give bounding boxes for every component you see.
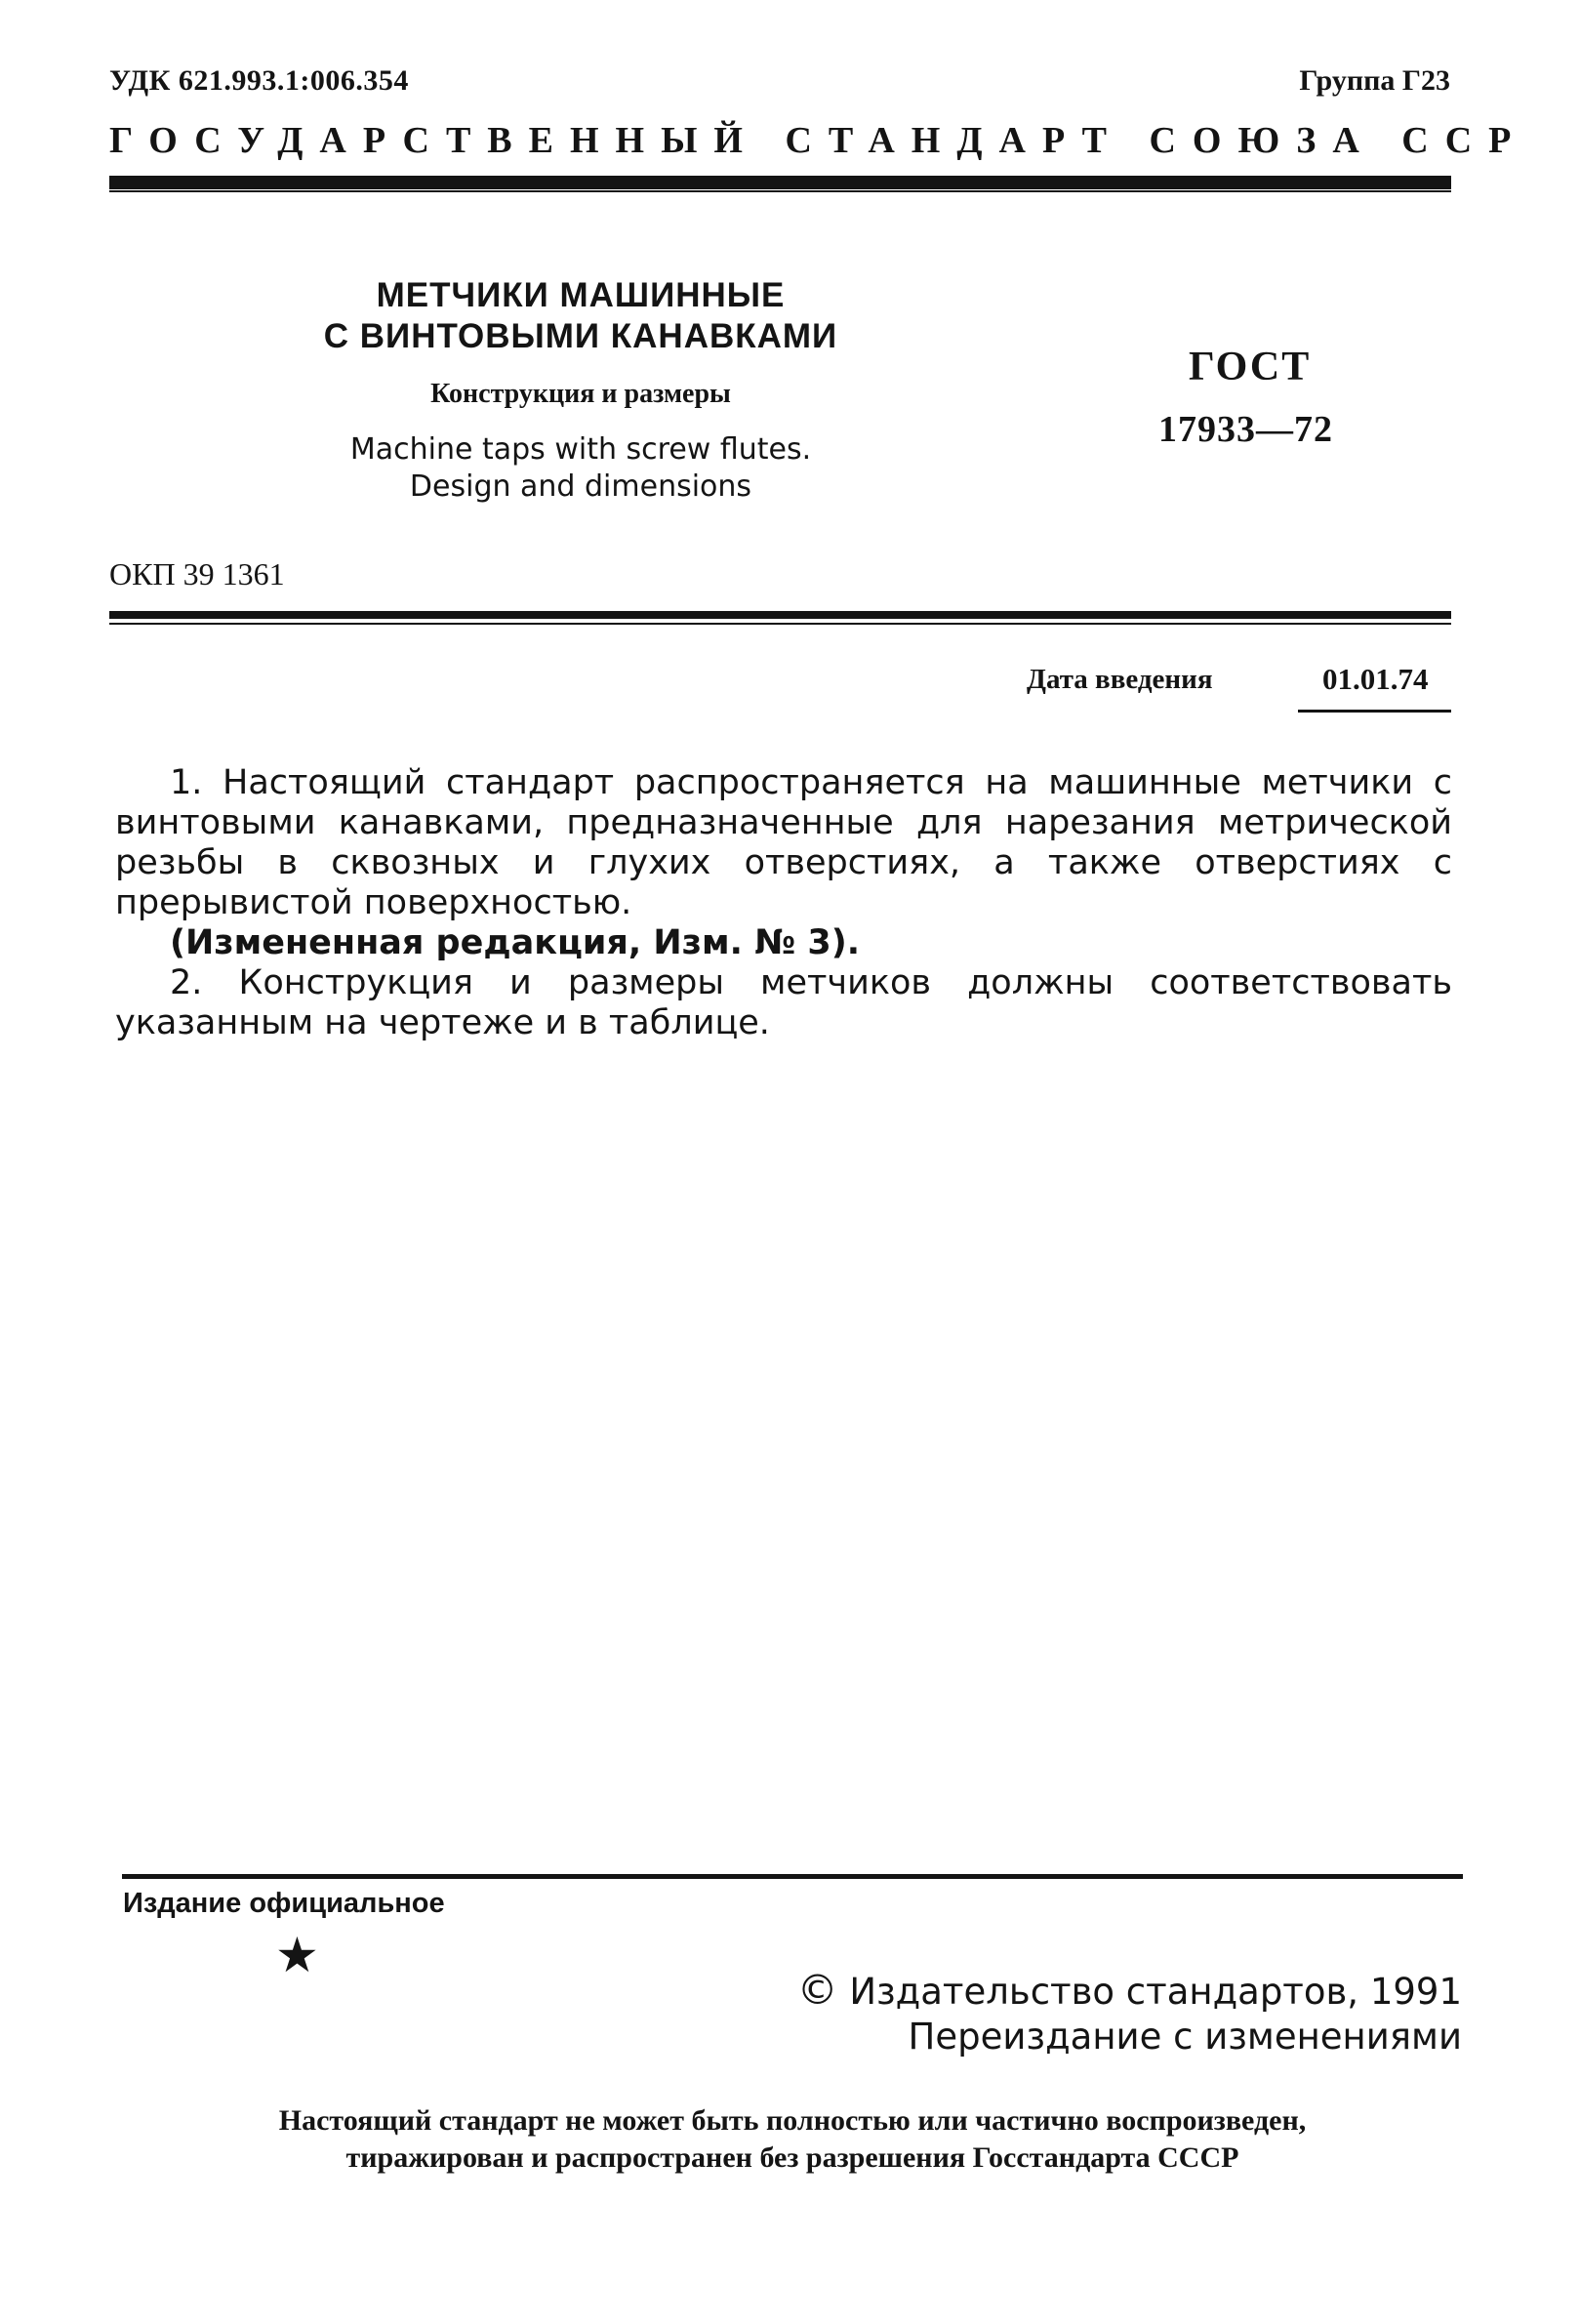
- okp-code: ОКП 39 1361: [109, 556, 285, 591]
- title-line-1: МЕТЧИКИ МАШИННЫЕ: [376, 276, 786, 314]
- official-edition-label: Издание официальное: [123, 1888, 445, 1919]
- english-title-line-2: Design and dimensions: [409, 469, 752, 504]
- title-block: [283, 275, 878, 506]
- amendment-note: (Измененная редакция, Изм. № 3).: [170, 923, 861, 962]
- reissue-text: Переиздание с изменениями: [908, 2016, 1462, 2058]
- udk-code: УДК 621.993.1:006.354: [109, 64, 409, 97]
- copyright-block: [797, 1968, 1462, 2059]
- subtitle: Конструкция и размеры: [430, 379, 731, 409]
- introduction-date-label: Дата введения: [1027, 664, 1213, 695]
- notice-line-1: Настоящий стандарт не может быть полностью или частично воспроизведен,: [278, 2104, 1307, 2137]
- footer-rule: [122, 1874, 1463, 1879]
- paragraph-2: 2. Конструкция и размеры метчиков должны соответствовать указанным на чертеже и в таблице.: [115, 963, 1452, 1042]
- english-title-line-1: Machine taps with screw flutes.: [349, 432, 812, 467]
- header-rule: [109, 176, 1451, 189]
- english-title: [283, 431, 878, 506]
- reproduction-notice: [122, 2102, 1463, 2177]
- state-standard-heading: ГОСУДАРСТВЕННЫЙ СТАНДАРТ СОЮЗА ССР: [109, 120, 1528, 161]
- date-underline: [1298, 710, 1451, 713]
- paragraph-1: 1. Настоящий стандарт распространяется на машинные метчики с винтовыми канавками, предназначенные для нарезания метрической резьбы в сквозных и глухих отверстиях, а также отверстиях с прерывистой поверхностью.: [115, 763, 1452, 922]
- star-icon: ★: [275, 1927, 319, 1983]
- publisher-text: Издательство стандартов, 1991: [849, 1971, 1462, 2013]
- section-rule: [109, 611, 1451, 619]
- gost-label: ГОСТ: [1189, 345, 1312, 389]
- gost-number: 17933—72: [1158, 409, 1333, 450]
- publisher-line: [797, 1968, 1462, 2015]
- body-text: [115, 763, 1452, 1043]
- copyright-icon: ©: [796, 1966, 838, 2014]
- introduction-date: 01.01.74: [1322, 662, 1429, 696]
- notice-line-2: тиражирован и распространен без разрешения Госстандарта СССР: [345, 2141, 1239, 2174]
- title-line-2: С ВИНТОВЫМИ КАНАВКАМИ: [323, 317, 838, 355]
- group-code: Группа Г23: [1299, 64, 1450, 97]
